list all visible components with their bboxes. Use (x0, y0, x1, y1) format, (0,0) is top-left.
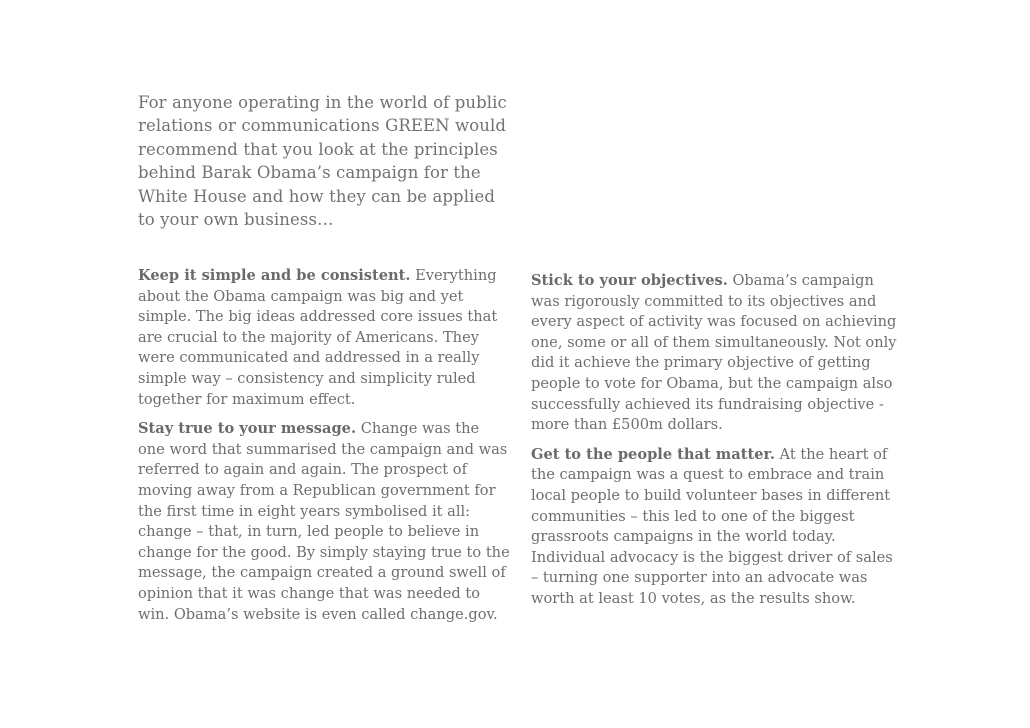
left-column (138, 266, 510, 634)
section-heading: Get to the people that matter. (531, 445, 775, 463)
section-body: Change was the one word that summarised the campaign and was referred to again and again. The prospect of moving away from a Republican government for the first time in eight years symbolised it all: change – that, in turn, led people to believe in change for the good. By simply staying true to the message, the campaign created a ground swell of opinion that it was change that was needed to win. Obama’s website is even called change.gov. (138, 420, 510, 623)
section-stick-to-objectives (531, 271, 903, 436)
section-heading: Keep it simple and be consistent. (138, 267, 411, 284)
section-get-to-people (531, 445, 903, 610)
right-column (531, 271, 903, 619)
section-heading: Stick to your objectives. (531, 272, 728, 289)
section-body: At the heart of the campaign was a quest to embrace and train local people to build volunteer bases in different communities – this led to one of the biggest grassroots campaigns in the world today. Individual advocacy is the biggest driver of sales – turning one supporter into an advocate was worth at least 10 votes, as the results show. (531, 445, 893, 607)
section-body: Obama’s campaign was rigorously committed to its objectives and every aspect of activity was focused on achieving one, some or all of them simultaneously. Not only did it achieve the primary objective of getting people to vote for Obama, but the campaign also successfully achieved its fundraising objective - more than £500m dollars. (531, 272, 897, 434)
intro-paragraph: For anyone operating in the world of public relations or communications GREEN would recommend that you look at the principles behind Barak Obama’s campaign for the White House and how they can be applied to your own business… (138, 93, 507, 230)
section-heading: Stay true to your message. (138, 420, 357, 438)
section-stay-true (138, 419, 510, 625)
section-keep-it-simple (138, 266, 510, 410)
section-body: Everything about the Obama campaign was big and yet simple. The big ideas addressed core issues that are crucial to the majority of Americans. They were communicated and addressed in a really simple way – consistency and simplicity ruled together for maximum effect. (138, 267, 498, 408)
